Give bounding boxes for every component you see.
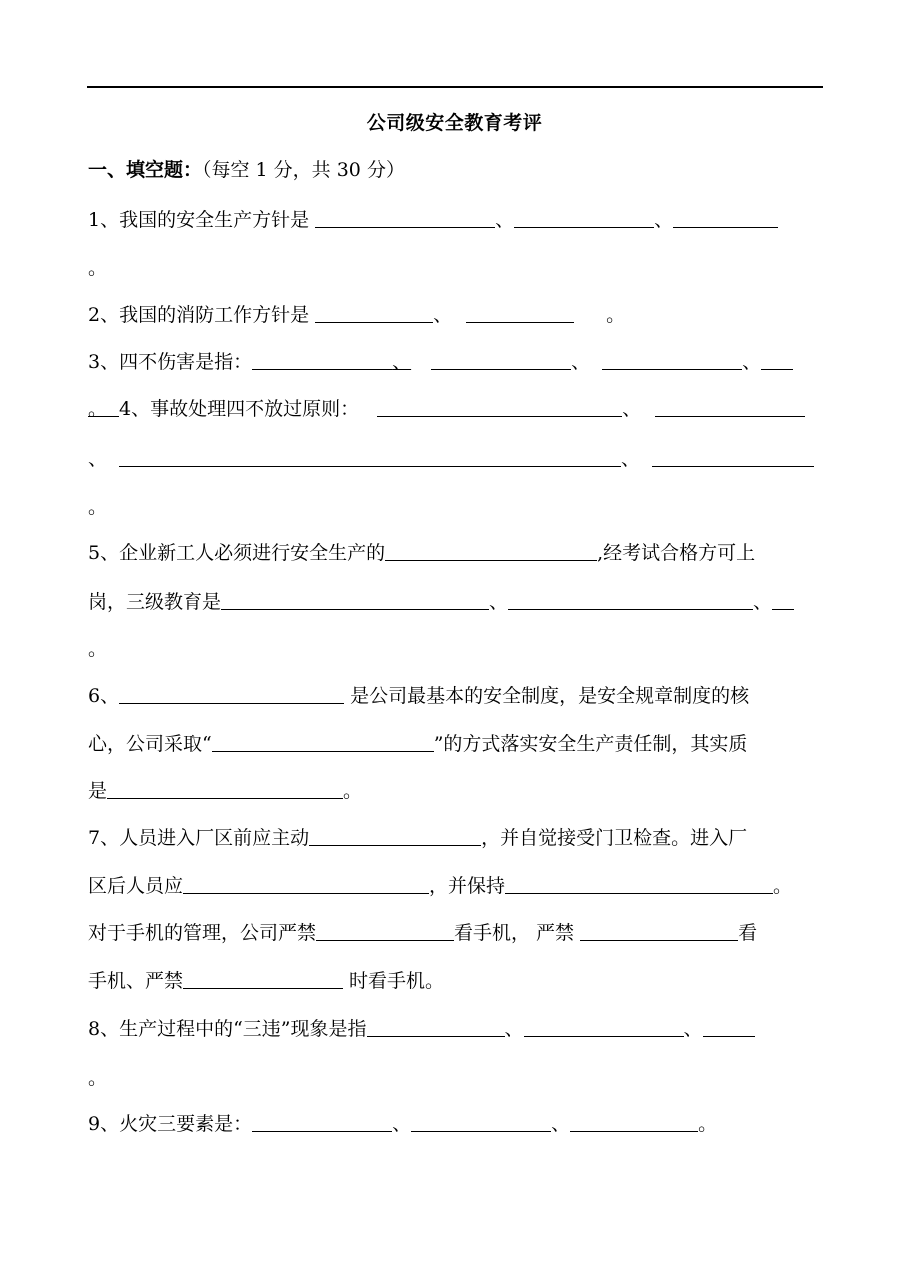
question-text: 心，公司采取“ [88,733,212,755]
answer-blank[interactable] [466,302,574,323]
question-text: 4、事故处理四不放过原则： [119,398,360,420]
question-text: ,经考试合格方可上 [597,542,756,564]
question-1-end [88,253,818,283]
answer-blank[interactable] [505,873,773,894]
separator: 、 [489,591,509,613]
punctuation: 。 [698,1113,718,1135]
answer-blank[interactable] [315,207,495,228]
question-8 [88,1014,818,1044]
separator: 、 [622,398,642,420]
question-text: 1、我国的安全生产方针是 [88,209,316,231]
document-title: 公司级安全教育考评 [366,112,543,134]
answer-blank[interactable] [431,349,571,370]
question-text: 时看手机。 [343,970,445,992]
answer-blank[interactable] [652,446,814,467]
punctuation: 。 [773,875,793,897]
question-text: 对于手机的管理，公司严禁 [88,922,317,944]
section-note: （每空 1 分，共 30 分） [202,159,405,181]
answer-blank[interactable] [570,1111,698,1132]
punctuation: 。 [343,780,363,802]
answer-blank[interactable] [315,302,433,323]
question-text: 8、生产过程中的“三违”现象是指 [88,1018,367,1040]
question-text: ，并自觉接受门卫检查。进入厂 [481,827,748,849]
separator: 、 [571,351,591,373]
answer-blank[interactable] [580,920,738,941]
section-heading [88,155,818,185]
answer-blank[interactable] [252,1111,392,1132]
question-6-line-2 [88,729,818,759]
question-text: 5、企业新工人必须进行安全生产的 [88,542,386,564]
separator: 、 [88,448,108,470]
question-4-line-2 [88,444,818,474]
question-3 [88,347,818,377]
question-text: 是 [88,780,108,802]
separator: 、 [621,448,641,470]
question-text: 9、火灾三要素是： [88,1113,253,1135]
question-7-line-4 [88,966,818,996]
question-2 [88,300,818,330]
question-5 [88,538,818,568]
question-5-end [88,634,818,664]
separator: 、 [654,209,674,231]
answer-blank[interactable] [107,396,119,417]
separator: 、 [551,1113,571,1135]
separator: 、 [504,1018,524,1040]
section-title: 一、填空题： [88,159,203,181]
separator: 、 [742,351,762,373]
answer-blank[interactable] [221,589,489,610]
answer-blank[interactable] [514,207,654,228]
question-4-end [88,492,818,522]
answer-blank[interactable] [316,920,454,941]
question-text: 手机、严禁 [88,970,184,992]
question-text: 2、我国的消防工作方针是 [88,304,316,326]
answer-blank[interactable] [183,873,429,894]
answer-blank[interactable] [107,778,343,799]
punctuation: 。 [88,257,108,279]
answer-blank[interactable] [377,396,622,417]
separator: 、 [392,1113,412,1135]
punctuation: 。 [606,304,626,326]
punctuation: 。 [88,1067,108,1089]
answer-blank[interactable] [183,968,343,989]
question-text: 看 [738,922,758,944]
separator: 、 [392,351,412,373]
answer-blank[interactable] [655,396,805,417]
separator: 、 [683,1018,703,1040]
answer-blank[interactable] [252,349,392,370]
answer-blank[interactable] [673,207,778,228]
question-text: 区后人员应 [88,875,184,897]
question-text: 3、四不伤害是指： [88,351,253,373]
answer-blank[interactable] [761,349,793,370]
question-6 [88,681,818,711]
answer-blank[interactable] [119,446,621,467]
question-1 [88,205,818,235]
question-8-end [88,1063,818,1093]
answer-blank[interactable] [119,683,344,704]
question-text: 岗，三级教育是 [88,591,222,613]
question-text: 7、人员进入厂区前应主动 [88,827,310,849]
answer-blank[interactable] [772,589,794,610]
question-5-line-2 [88,587,818,617]
question-text: ”的方式落实安全生产责任制，其实质 [433,733,748,755]
question-4 [88,394,818,424]
answer-blank[interactable] [212,731,434,752]
answer-blank[interactable] [508,589,753,610]
question-text: 6、 [88,685,120,707]
question-text: ，并保持 [429,875,506,897]
answer-blank[interactable] [411,1111,551,1132]
question-7-line-3 [88,918,818,948]
answer-blank[interactable] [602,349,742,370]
separator: 、 [753,591,773,613]
question-7-line-2 [88,871,818,901]
question-6-line-3 [88,776,818,806]
answer-blank[interactable] [367,1016,505,1037]
answer-blank[interactable] [703,1016,755,1037]
answer-blank[interactable] [309,825,481,846]
question-text: 是公司最基本的安全制度，是安全规章制度的核 [344,685,750,707]
answer-blank[interactable] [524,1016,684,1037]
header-rule [87,86,823,88]
punctuation: 。 [88,398,108,420]
punctuation: 。 [88,638,108,660]
question-9 [88,1109,818,1139]
answer-blank[interactable] [385,540,597,561]
question-text: 看手机， 严禁 [454,922,581,944]
separator: 、 [433,304,453,326]
separator: 、 [495,209,515,231]
question-7 [88,823,818,853]
punctuation: 。 [88,496,108,518]
